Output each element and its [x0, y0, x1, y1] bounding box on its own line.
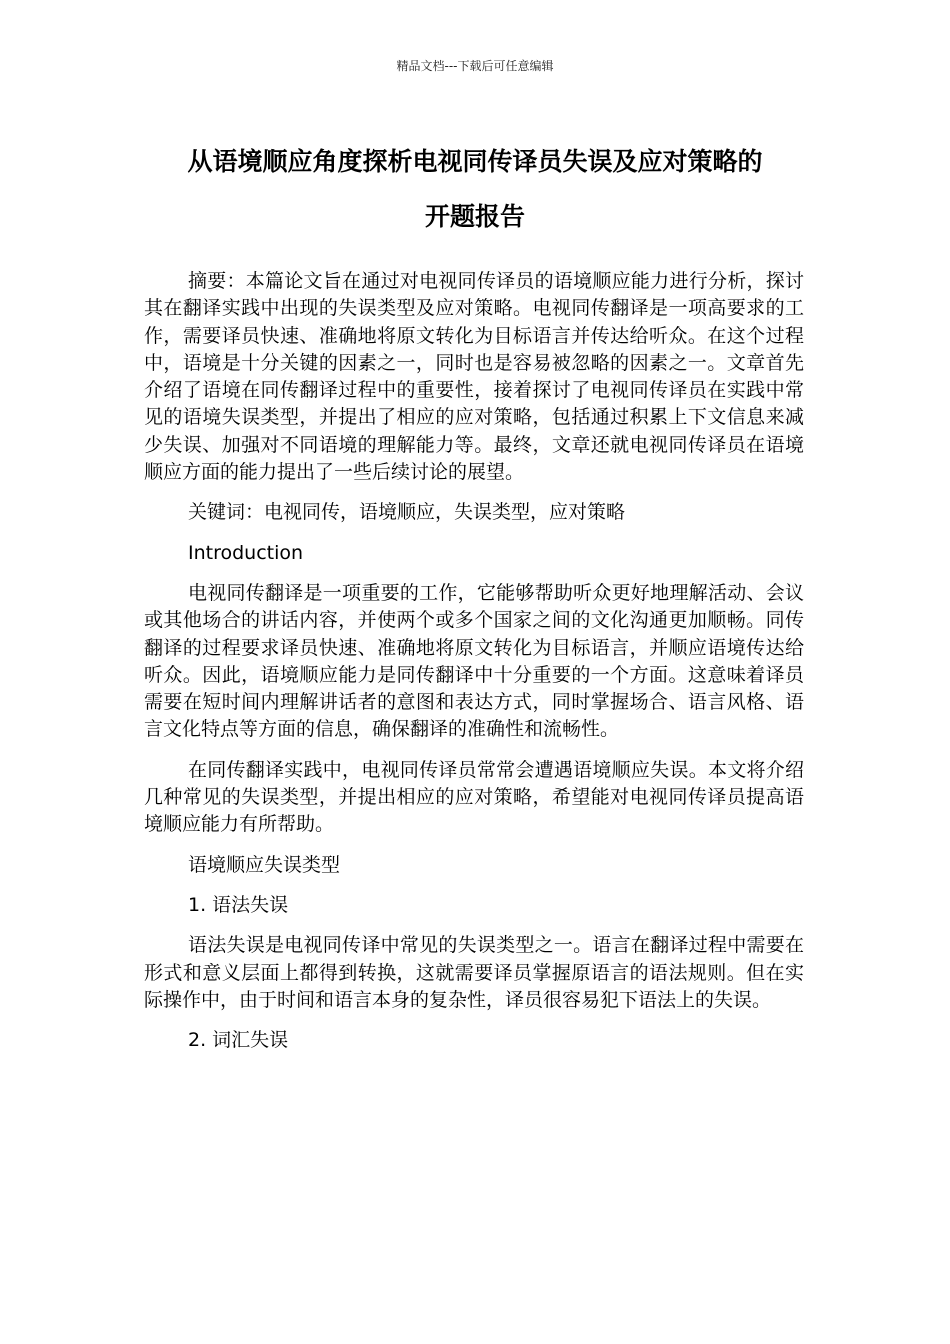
section-heading: 语境顺应失误类型 — [188, 853, 341, 876]
introduction-heading: Introduction — [188, 541, 304, 564]
document-body — [144, 268, 804, 1054]
subsection-heading-2: 2. 词汇失误 — [188, 1029, 289, 1052]
keywords-paragraph: 关键词：电视同传，语境顺应，失误类型，应对策略 — [188, 501, 626, 524]
abstract-paragraph: 摘要：本篇论文旨在通过对电视同传译员的语境顺应能力进行分析，探讨其在翻译实践中出现的失误类型及应对策略。电视同传翻译是一项高要求的工作，需要译员快速、准确地将原文转化为目标语言并传达给听众。在这个过程中，语境是十分关键的因素之一，同时也是容易被忽略的因素之一。文章首先介绍了语境在同传翻译过程中的重要性，接着探讨了电视同传译员在实践中常见的语境失误类型，并提出了相应的应对策略，包括通过积累上下文信息来减少失误、加强对不同语境的理解能力等。最终，文章还就电视同传译员在语境顺应方面的能力提出了一些后续讨论的展望。 — [144, 270, 804, 484]
subsection-heading-1: 1. 语法失误 — [188, 893, 289, 916]
introduction-paragraph-1: 电视同传翻译是一项重要的工作，它能够帮助听众更好地理解活动、会议或其他场合的讲话内容，并使两个或多个国家之间的文化沟通更加顺畅。同传翻译的过程要求译员快速、准确地将原文转化为目标语言，并顺应语境传达给听众。因此，语境顺应能力是同传翻译中十分重要的一个方面。这意味着译员需要在短时间内理解讲话者的意图和表达方式，同时掌握场合、语言风格、语言文化特点等方面的信息，确保翻译的准确性和流畅性。 — [144, 581, 804, 741]
title-line-2: 开题报告 — [424, 202, 525, 231]
subsection-paragraph-1: 语法失误是电视同传译中常见的失误类型之一。语言在翻译过程中需要在形式和意义层面上都得到转换，这就需要译员掌握原语言的语法规则。但在实际操作中，由于时间和语言本身的复杂性，译员很容易犯下语法上的失误。 — [144, 934, 804, 1011]
page-header: 精品文档---下载后可任意编辑 — [396, 59, 554, 73]
page-title — [100, 134, 850, 244]
title-line-1: 从语境顺应角度探析电视同传译员失误及应对策略的 — [187, 147, 763, 176]
introduction-paragraph-2: 在同传翻译实践中，电视同传译员常常会遭遇语境顺应失误。本文将介绍几种常见的失误类型，并提出相应的应对策略，希望能对电视同传译员提高语境顺应能力有所帮助。 — [144, 758, 804, 836]
